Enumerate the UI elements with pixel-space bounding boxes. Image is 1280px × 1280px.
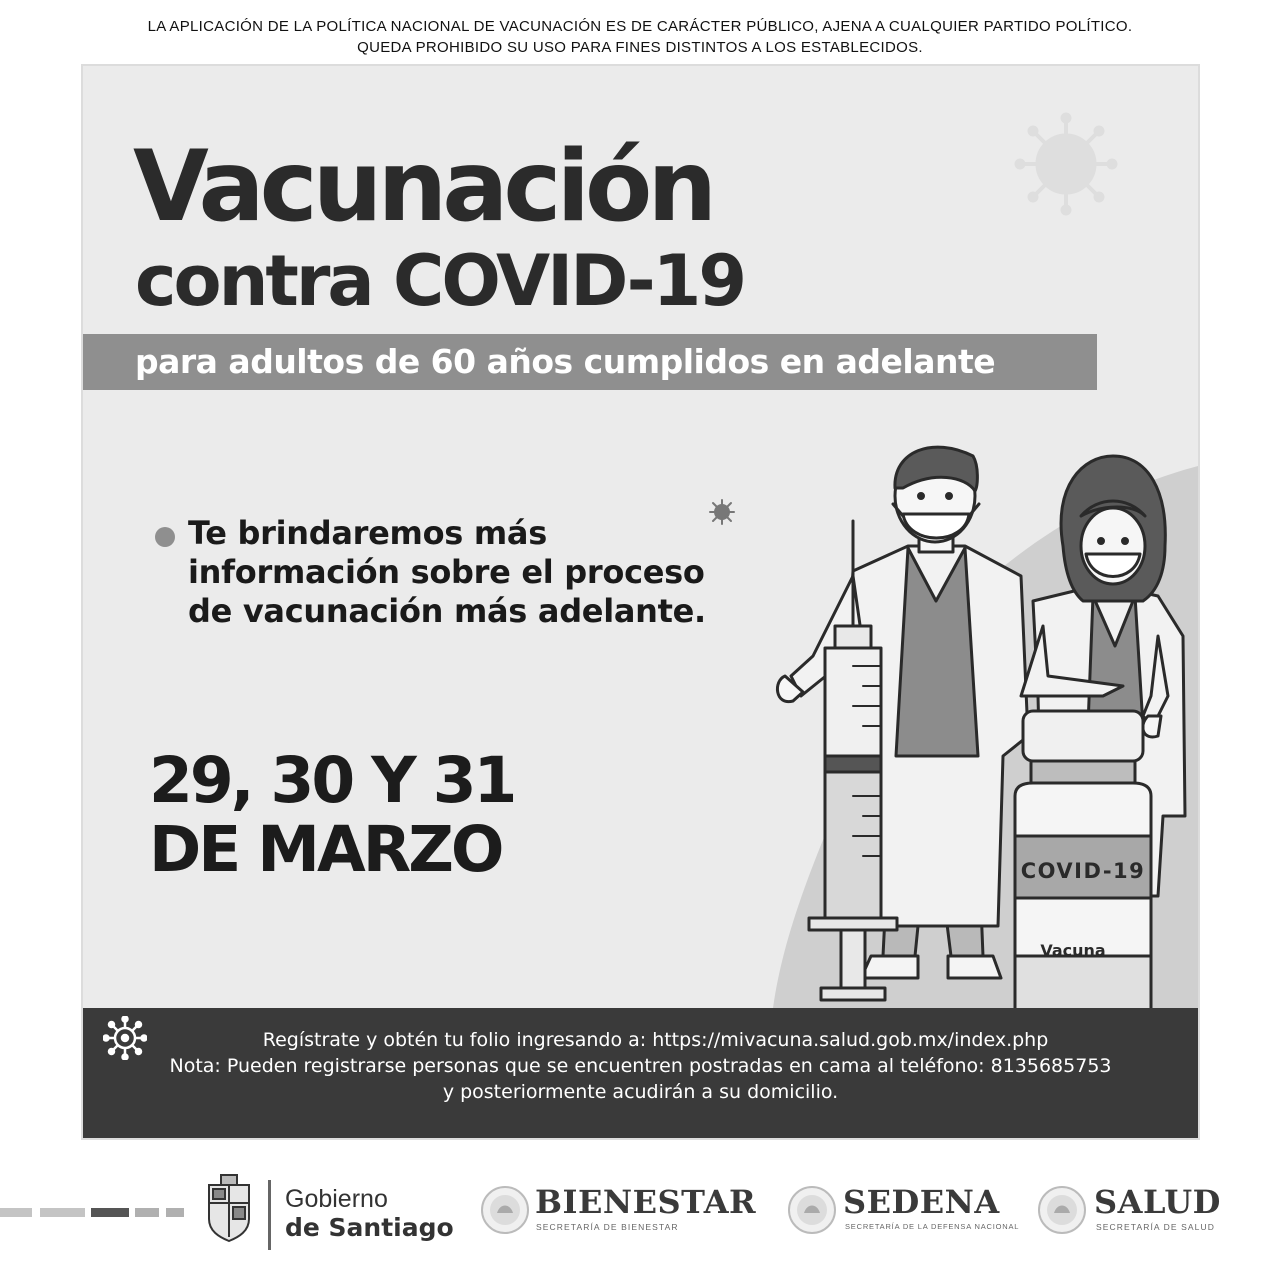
gobierno-text: Gobierno — [285, 1185, 388, 1213]
date-days: 29, 30 Y 31 — [149, 744, 515, 817]
santiago-text: de Santiago — [285, 1213, 454, 1242]
decorative-dash — [135, 1208, 159, 1217]
sedena-subtitle: SECRETARÍA DE LA DEFENSA NACIONAL — [845, 1222, 1020, 1231]
decorative-dash — [40, 1208, 85, 1217]
date-month: DE MARZO — [149, 813, 502, 886]
logo-separator — [268, 1180, 271, 1250]
bullet-text: Te brindaremos más información sobre el proceso de vacunación más adelante. — [188, 514, 706, 630]
subtitle-band — [83, 334, 1097, 390]
salud-seal-icon — [1037, 1185, 1087, 1235]
title-contra-covid: contra COVID-19 — [135, 240, 745, 322]
sedena-seal-icon — [787, 1185, 837, 1235]
decorative-dash — [0, 1208, 32, 1217]
bienestar-subtitle: SECRETARÍA DE BIENESTAR — [536, 1222, 679, 1232]
sedena-logo: SEDENA — [843, 1183, 1000, 1221]
bullet-dot — [155, 527, 175, 547]
salud-logo: SALUD — [1094, 1183, 1221, 1221]
vaccination-illustration — [703, 396, 1198, 1016]
bienestar-seal-icon — [480, 1185, 530, 1235]
decorative-dash — [166, 1208, 184, 1217]
vial-label: COVID-19 — [1020, 859, 1146, 883]
santiago-shield-icon — [203, 1173, 255, 1243]
disclaimer-line-1: LA APLICACIÓN DE LA POLÍTICA NACIONAL DE VACUNACIÓN ES DE CARÁCTER PÚBLICO, AJENA A CUALQUIER PARTIDO POLÍTICO. — [147, 18, 1133, 35]
home-visit-text: y posteriormente acudirán a su domicilio. — [442, 1081, 839, 1103]
title-vacunacion: Vacunación — [133, 130, 713, 244]
phone-note-text: Nota: Pueden registrarse personas que se encuentren postradas en cama al teléfono: 8135685753 — [169, 1055, 1112, 1077]
disclaimer-line-2: QUEDA PROHIBIDO SU USO PARA FINES DISTINTOS A LOS ESTABLECIDOS. — [357, 39, 923, 56]
poster — [83, 66, 1198, 1138]
small-virus-icon — [710, 500, 734, 524]
vial-sublabel: Vacuna — [1040, 941, 1106, 960]
salud-subtitle: SECRETARÍA DE SALUD — [1096, 1222, 1215, 1232]
sponsor-logos — [0, 1165, 1280, 1255]
registration-footer — [83, 1008, 1198, 1138]
decorative-dash — [91, 1208, 129, 1217]
registration-url-text: Regístrate y obtén tu folio ingresando a: https://mivacuna.salud.gob.mx/index.php — [262, 1029, 1049, 1051]
bienestar-logo: BIENESTAR — [535, 1183, 757, 1221]
disclaimer — [0, 16, 1280, 58]
subtitle-text: para adultos de 60 años cumplidos en adelante — [135, 342, 996, 381]
